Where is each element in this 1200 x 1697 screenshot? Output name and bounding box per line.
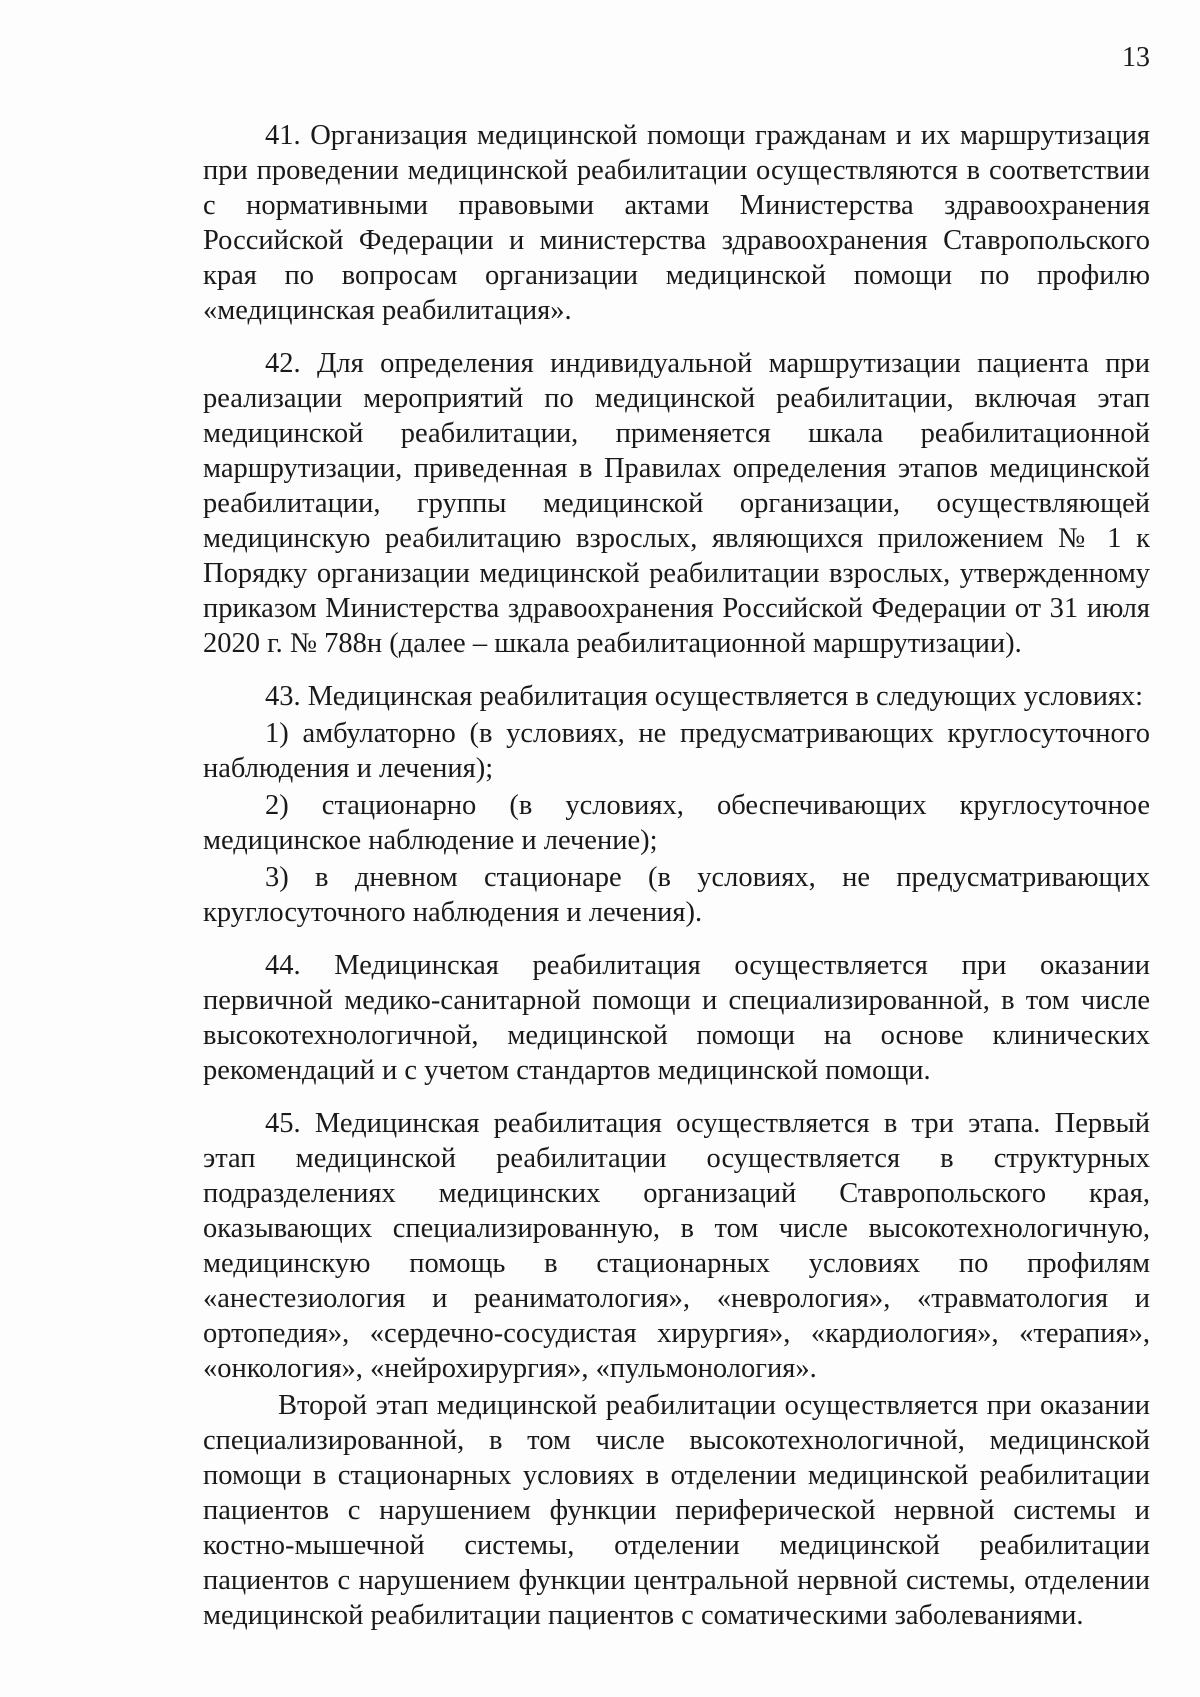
document-body <box>203 118 1150 1633</box>
paragraph-44: 44. Медицинская реабилитация осуществляется при оказании первичной медико-санитарной помощи и специализированной, в том числе высокотехнологичной, медицинской помощи на основе клинических рекомендаций и с учетом стандартов медицинской помощи. <box>203 950 1150 1086</box>
list-item-1: 1) амбулаторно (в условиях, не предусматривающих круглосуточного наблюдения и лечения); <box>203 718 1150 784</box>
paragraph-43: 43. Медицинская реабилитация осуществляется в следующих условиях: <box>265 681 1144 712</box>
list-item-3: 3) в дневном стационаре (в условиях, не предусматривающих круглосуточного наблюдения и лечения). <box>203 862 1150 928</box>
paragraph-42: 42. Для определения индивидуальной маршрутизации пациента при реализации мероприятий по медицинской реабилитации, включая этап медицинской реабилитации, применяется шкала реабилитационной маршрутизации, приведенная в Правилах определения этапов медицинской реабилитации, группы медицинской организации, осуществляющей медицинскую реабилитацию взрослых, являющихся приложением № 1 к Порядку организации медицинской реабилитации взрослых, утвержденному приказом Министерства здравоохранения Российской Федерации от 31 июля 2020 г. № 788н (далее – шкала реабилитационной маршрутизации). <box>203 348 1150 659</box>
page-number: 13 <box>1122 42 1150 73</box>
paragraph-41: 41. Организация медицинской помощи гражданам и их маршрутизация при проведении медицинской реабилитации осуществляются в соответствии с нормативными правовыми актами Министерства здравоохранения Российской Федерации и министерства здравоохранения Ставропольского края по вопросам организации медицинской помощи по профилю «медицинская реабилитация». <box>203 120 1150 326</box>
paragraph-second-stage: Второй этап медицинской реабилитации осуществляется при оказании специализированной, в том числе высокотехнологичной, медицинской помощи в стационарных условиях в отделении медицинской реабилитации пациентов с нарушением функции периферической нервной системы и костно-мышечной системы, отделении медицинской реабилитации пациентов с нарушением функции центральной нервной системы, отделении медицинской реабилитации пациентов с соматическими заболеваниями. <box>203 1390 1150 1631</box>
paragraph-45: 45. Медицинская реабилитация осуществляется в три этапа. Первый этап медицинской реабилитации осуществляется в структурных подразделениях медицинских организаций Ставропольского края, оказывающих специализированную, в том числе высокотехнологичную, медицинскую помощь в стационарных условиях по профилям «анестезиология и реаниматология», «неврология», «травматология и ортопедия», «сердечно-сосудистая хирургия», «кардиология», «терапия», «онкология», «нейрохирургия», «пульмонология». <box>203 1108 1150 1384</box>
list-item-2: 2) стационарно (в условиях, обеспечивающих круглосуточное медицинское наблюдение и лечение); <box>203 790 1150 856</box>
